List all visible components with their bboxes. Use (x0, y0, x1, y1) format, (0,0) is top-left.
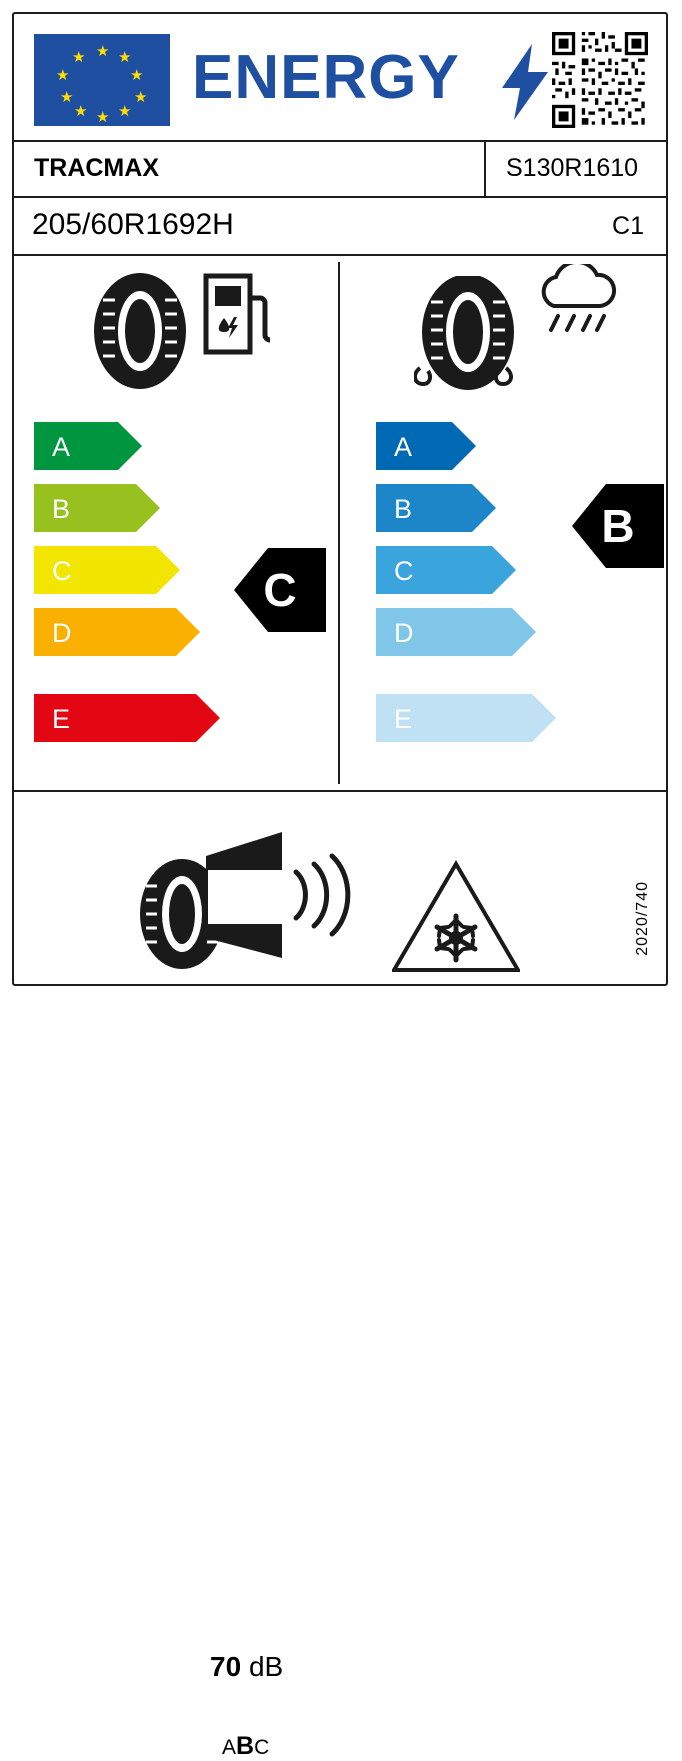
tyre-size: 205/60R1692H (32, 208, 234, 241)
eu-flag-icon: ★ ★ ★ ★ ★ ★ ★ ★ ★ ★ (34, 34, 170, 126)
regulation-code: 2020/740 (634, 881, 651, 956)
fuel-grade-bar-b (34, 484, 160, 532)
svg-text:A: A (394, 432, 413, 462)
wet-rating-letter: B (601, 500, 635, 552)
ratings-panel (14, 256, 666, 792)
svg-text:A: A (52, 432, 71, 462)
svg-text:D: D (52, 618, 72, 648)
wet-rating-badge (572, 484, 664, 568)
snowflake-mountain-icon (392, 858, 520, 976)
svg-text:E: E (394, 704, 413, 734)
wet-grade-bar-c (376, 546, 516, 594)
noise-value: 70 dB (210, 1651, 284, 1682)
size-row (14, 198, 666, 254)
fuel-rating-badge (234, 548, 326, 632)
fuel-grade-bar-c (34, 546, 180, 594)
label-header (14, 14, 666, 138)
tyre-icon (86, 270, 194, 392)
wet-grade-bar-e (376, 694, 556, 742)
noise-class-row (222, 1732, 269, 1761)
noise-class-b: B (236, 1732, 255, 1760)
lightning-bolt-icon (502, 44, 548, 120)
svg-text:D: D (394, 618, 414, 648)
noise-class-c: C (254, 1736, 270, 1759)
speaker-icon (192, 828, 362, 958)
wet-grade-bar-d (376, 608, 536, 656)
tyre-energy-label (12, 12, 668, 1760)
brand-row (14, 142, 666, 196)
tyre-splash-icon (414, 276, 522, 398)
panel-divider (338, 262, 340, 784)
manufacturer-name: TRACMAX (34, 154, 159, 182)
wet-grade-bar-a (376, 422, 476, 470)
svg-text:C: C (52, 556, 72, 586)
noise-snow-panel (14, 796, 666, 1760)
svg-text:C: C (394, 556, 414, 586)
rain-cloud-icon (534, 264, 622, 346)
brand-divider (484, 142, 486, 196)
wet-grade-bar-b (376, 484, 496, 532)
fuel-pump-icon (202, 268, 274, 358)
tyre-class: C1 (612, 212, 644, 240)
fuel-rating-letter: C (263, 564, 297, 616)
tyre-type-code: S130R1610 (506, 154, 639, 182)
noise-class-a: A (222, 1736, 237, 1759)
qr-code-icon (552, 32, 648, 128)
svg-text:B: B (52, 494, 71, 524)
page-title: ENERGY (192, 43, 460, 112)
divider-middle (14, 790, 666, 792)
svg-text:B: B (394, 494, 413, 524)
fuel-grade-bar-e (34, 694, 220, 742)
fuel-grade-bar-d (34, 608, 200, 656)
svg-text:E: E (52, 704, 71, 734)
fuel-grade-bar-a (34, 422, 142, 470)
